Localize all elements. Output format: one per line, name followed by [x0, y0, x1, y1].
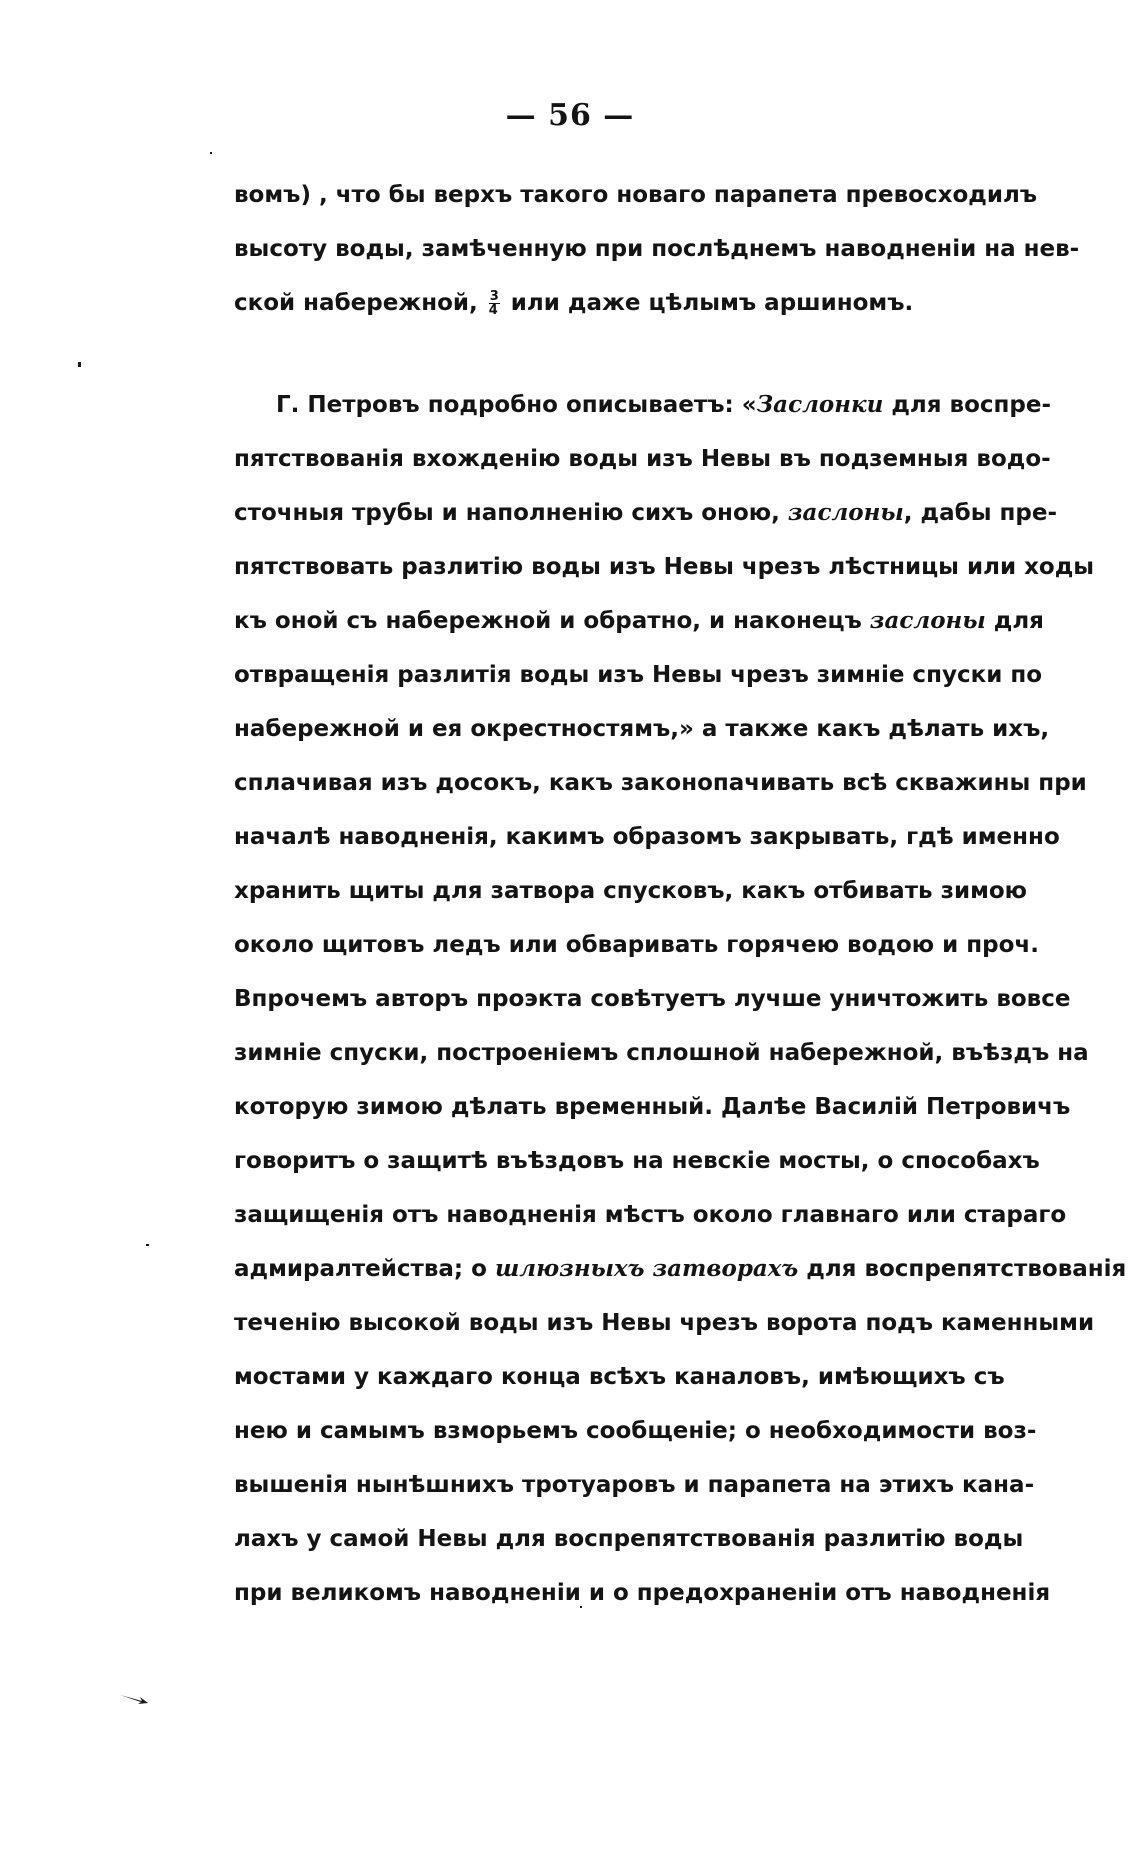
text-line: сплачивая изъ досокъ, какъ законопачивать всѣ скважины при	[234, 770, 1087, 796]
text-line: лахъ у самой Невы для воспрепятствованія разлитію воды	[234, 1526, 1024, 1552]
text-line: пятствованія вхожденію воды изъ Невы въ подземныя водо-	[234, 446, 1051, 472]
text-line	[234, 276, 1004, 330]
paragraph-petrov	[234, 378, 1127, 1620]
text-line: вышенія нынѣшнихъ тротуаровъ и парапета на этихъ кана-	[234, 1472, 1035, 1498]
text-line: отвращенія разлитія воды изъ Невы чрезъ зимніе спуски по	[234, 662, 1043, 688]
fraction-denominator: 4	[488, 303, 498, 318]
text-line: мостами у каждаго конца всѣхъ каналовъ, имѣющихъ съ	[234, 1364, 1005, 1390]
text-segment: для воспре-	[883, 392, 1052, 418]
text-line: нею и самымъ взморьемъ сообщеніе; о необходимости воз-	[234, 1418, 1037, 1444]
italic-term: Заслонки	[756, 391, 884, 418]
text-line: вомъ) , что бы верхъ такого новаго парапета превосходилъ	[234, 182, 1038, 208]
text-segment: для воспрепятствованія	[798, 1256, 1127, 1282]
text-line: началѣ наводненія, какимъ образомъ закрывать, гдѣ именно	[234, 824, 1060, 850]
text-line: защищенія отъ наводненія мѣстъ около главнаго или стараго	[234, 1202, 1067, 1228]
scan-speck	[78, 362, 81, 367]
page-number: — 56 —	[505, 98, 635, 133]
text-line	[234, 486, 1058, 540]
text-segment: ской набережной,	[234, 290, 486, 316]
fraction	[489, 290, 500, 317]
text-segment: сточныя трубы и наполненію сихъ оною,	[234, 500, 788, 526]
text-line: Впрочемъ авторъ проэкта совѣтуетъ лучше уничтожить вовсе	[234, 986, 1071, 1012]
scan-speck	[210, 152, 212, 154]
text-line: при великомъ наводненіи и о предохраненіи отъ наводненія	[234, 1580, 1051, 1606]
italic-term: шлюзныхъ затворахъ	[494, 1255, 799, 1282]
paragraph-continuation	[234, 168, 1080, 330]
text-segment: Г. Петровъ подробно описываетъ: «	[276, 392, 757, 418]
text-segment: къ оной съ набережной и обратно, и наконецъ	[234, 608, 870, 634]
text-line	[234, 594, 1044, 648]
italic-term: заслоны	[869, 607, 986, 634]
text-line: набережной и ея окрестностямъ,» а также какъ дѣлать ихъ,	[234, 716, 1050, 742]
fraction-numerator: 3	[489, 289, 499, 304]
italic-term: заслоны	[787, 499, 904, 526]
text-line: пятствовать разлитію воды изъ Невы чрезъ лѣстницы или ходы	[234, 554, 1095, 580]
scan-speck	[580, 1606, 582, 1608]
text-segment: или даже цѣлымъ аршиномъ.	[502, 290, 914, 316]
text-line	[234, 378, 1052, 432]
text-line: зимніе спуски, построеніемъ сплошной набережной, въѣздъ на	[234, 1040, 1089, 1066]
scan-speck	[146, 1244, 149, 1246]
text-line: около щитовъ ледъ или обваривать горячею водою и проч.	[234, 932, 1039, 958]
text-segment: адмиралтейства; о	[234, 1256, 495, 1282]
text-line: теченію высокой воды изъ Невы чрезъ ворота подъ каменными	[234, 1310, 1095, 1336]
text-line: хранить щиты для затвора спусковъ, какъ отбивать зимою	[234, 878, 1028, 904]
text-line: высоту воды, замѣченную при послѣднемъ наводненіи на нев-	[234, 236, 1080, 262]
text-segment: для	[985, 608, 1044, 634]
scan-mark-icon	[120, 1694, 148, 1704]
text-line: которую зимою дѣлать временный. Далѣе Василій Петровичъ	[234, 1094, 1071, 1120]
text-line	[234, 1242, 1127, 1296]
text-line: говоритъ о защитѣ въѣздовъ на невскіе мосты, о способахъ	[234, 1148, 1040, 1174]
text-segment: , дабы пре-	[903, 500, 1058, 526]
